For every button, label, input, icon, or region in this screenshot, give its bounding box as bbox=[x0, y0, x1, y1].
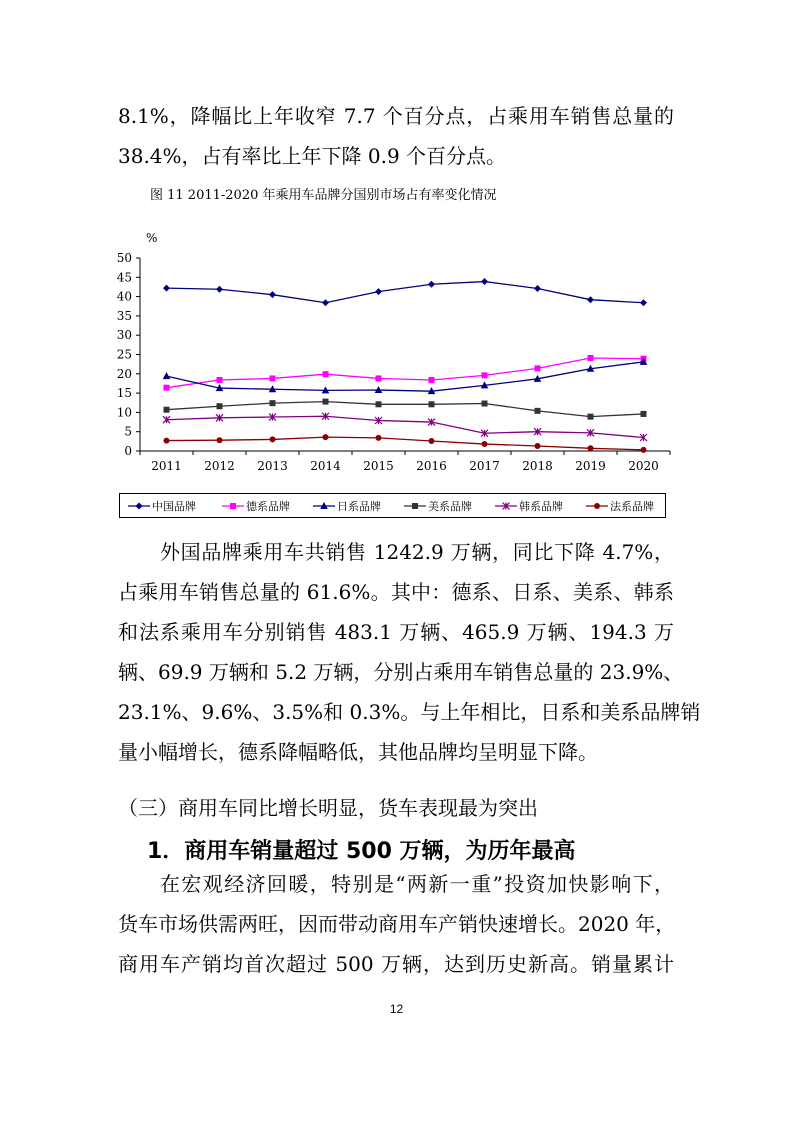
series-2 bbox=[163, 358, 648, 394]
legend-label: 美系品牌 bbox=[428, 499, 472, 513]
series-line bbox=[167, 416, 644, 437]
legend-swatch bbox=[586, 501, 608, 511]
data-point bbox=[428, 281, 435, 288]
legend-label: 日系品牌 bbox=[337, 499, 381, 513]
page-number: 12 bbox=[389, 1002, 404, 1016]
data-point bbox=[429, 377, 435, 383]
figure-caption: 图 11 2011-2020 年乘用车品牌分国别市场占有率变化情况 bbox=[150, 188, 497, 203]
body1-line-4: 辆、69.9 万辆和 5.2 万辆，分别占乘用车销售总量的 23.9%、 bbox=[118, 660, 684, 684]
series-line bbox=[167, 282, 644, 303]
data-point bbox=[588, 355, 594, 361]
series-1 bbox=[164, 355, 647, 391]
data-point bbox=[216, 286, 223, 293]
data-point bbox=[482, 372, 488, 378]
data-point bbox=[270, 436, 276, 442]
data-point bbox=[640, 299, 647, 306]
legend-swatch-marker bbox=[136, 502, 143, 509]
x-tick-label: 2015 bbox=[363, 459, 394, 473]
body-paragraph-1 bbox=[118, 532, 701, 772]
data-point bbox=[429, 438, 435, 444]
body1-line-1: 外国品牌乘用车共销售 1242.9 万辆，同比下降 4.7%， bbox=[160, 540, 674, 564]
intro-paragraph bbox=[118, 96, 674, 176]
data-point bbox=[217, 437, 223, 443]
data-point bbox=[376, 435, 382, 441]
x-tick-label: 2019 bbox=[575, 459, 606, 473]
data-point bbox=[588, 414, 594, 420]
data-point bbox=[535, 365, 541, 371]
data-point bbox=[376, 401, 382, 407]
x-tick-label: 2020 bbox=[628, 459, 659, 473]
x-tick-label: 2018 bbox=[522, 459, 553, 473]
legend-label: 韩系品牌 bbox=[519, 499, 563, 513]
y-tick-label: 0 bbox=[124, 444, 132, 458]
x-tick-label: 2011 bbox=[151, 459, 182, 473]
legend-swatch-marker bbox=[594, 503, 600, 509]
legend-item bbox=[313, 494, 381, 517]
data-point bbox=[270, 400, 276, 406]
legend-item bbox=[128, 494, 196, 517]
data-point bbox=[482, 441, 488, 447]
series-5 bbox=[164, 434, 647, 453]
section-heading-3: （三）商用车同比增长明显，货车表现最为突出 bbox=[118, 796, 538, 820]
y-tick-label: 30 bbox=[116, 328, 132, 343]
x-tick-label: 2013 bbox=[257, 459, 288, 473]
y-tick-label: 5 bbox=[124, 424, 132, 439]
x-tick-label: 2014 bbox=[310, 459, 341, 473]
intro-line-1: 8.1%，降幅比上年收窄 7.7 个百分点，占乘用车销售总量的 bbox=[118, 104, 674, 128]
data-point bbox=[164, 407, 170, 413]
data-point bbox=[269, 291, 276, 298]
body1-line-2: 占乘用车销售总量的 61.6%。其中：德系、日系、美系、韩系 bbox=[118, 580, 674, 604]
series-line bbox=[167, 362, 644, 391]
series-4 bbox=[163, 413, 647, 441]
body2-line-3: 商用车产销均首次超过 500 万辆，达到历史新高。销量累计 bbox=[118, 952, 674, 976]
body1-line-6: 量小幅增长，德系降幅略低，其他品牌均呈明显下降。 bbox=[118, 740, 598, 764]
data-point bbox=[163, 372, 171, 379]
legend-label: 法系品牌 bbox=[610, 499, 654, 513]
legend-swatch-marker bbox=[412, 503, 418, 509]
data-point bbox=[217, 403, 223, 409]
chart-series bbox=[163, 278, 648, 453]
legend-swatch bbox=[222, 501, 244, 511]
y-tick-label: 45 bbox=[116, 270, 132, 285]
data-point bbox=[535, 443, 541, 449]
data-point bbox=[375, 288, 382, 295]
legend-item bbox=[404, 494, 472, 517]
y-tick-label: 50 bbox=[116, 251, 132, 265]
data-point bbox=[217, 377, 223, 383]
data-point bbox=[376, 375, 382, 381]
data-point bbox=[323, 399, 329, 405]
series-line bbox=[167, 437, 644, 450]
x-tick-label: 2016 bbox=[416, 459, 447, 473]
series-line bbox=[167, 402, 644, 417]
y-tick-label: 35 bbox=[116, 308, 132, 323]
legend-swatch bbox=[495, 501, 517, 511]
y-axis-unit-label: % bbox=[146, 231, 158, 245]
legend-label: 中国品牌 bbox=[152, 499, 196, 513]
intro-line-2: 38.4%，占有率比上年下降 0.9 个百分点。 bbox=[118, 144, 507, 168]
x-tick-label: 2012 bbox=[204, 459, 235, 473]
y-tick-label: 25 bbox=[116, 347, 132, 362]
y-tick-label: 20 bbox=[116, 366, 132, 381]
legend-item bbox=[495, 494, 563, 517]
legend-swatch bbox=[313, 501, 335, 511]
data-point bbox=[429, 401, 435, 407]
data-point bbox=[534, 285, 541, 292]
subsection-heading-1: 1．商用车销量超过 500 万辆，为历年最高 bbox=[147, 839, 576, 864]
series-3 bbox=[164, 399, 647, 420]
legend-item bbox=[222, 494, 290, 517]
y-tick-label: 40 bbox=[116, 289, 132, 304]
data-point bbox=[641, 411, 647, 417]
y-tick-label: 15 bbox=[116, 386, 132, 401]
legend-swatch-marker bbox=[230, 503, 236, 509]
chart-axes bbox=[117, 231, 670, 473]
legend-item bbox=[586, 494, 654, 517]
data-point bbox=[270, 375, 276, 381]
body2-line-2: 货车市场供需两旺，因而带动商用车产销快速增长。2020 年， bbox=[118, 912, 676, 936]
body1-line-3: 和法系乘用车分别销售 483.1 万辆、465.9 万辆、194.3 万 bbox=[118, 620, 674, 644]
y-tick-label: 10 bbox=[116, 405, 132, 420]
chart-legend bbox=[119, 493, 666, 518]
data-point bbox=[535, 408, 541, 414]
data-point bbox=[164, 438, 170, 444]
data-point bbox=[323, 371, 329, 377]
data-point bbox=[587, 296, 594, 303]
series-0 bbox=[163, 278, 647, 306]
data-point bbox=[482, 401, 488, 407]
legend-swatch bbox=[404, 501, 426, 511]
legend-swatch bbox=[128, 501, 150, 511]
data-point bbox=[588, 445, 594, 451]
data-point bbox=[322, 299, 329, 306]
data-point bbox=[323, 434, 329, 440]
body2-line-1: 在宏观经济回暖，特别是“两新一重”投资加快影响下， bbox=[160, 872, 674, 896]
data-point bbox=[641, 447, 647, 453]
market-share-line-chart bbox=[0, 220, 793, 482]
data-point bbox=[481, 278, 488, 285]
x-tick-label: 2017 bbox=[469, 459, 500, 473]
body-paragraph-2 bbox=[118, 864, 674, 984]
body1-line-5: 23.1%、9.6%、3.5%和 0.3%。与上年相比，日系和美系品牌销 bbox=[118, 700, 701, 724]
data-point bbox=[163, 285, 170, 292]
legend-label: 德系品牌 bbox=[246, 499, 290, 513]
data-point bbox=[164, 385, 170, 391]
